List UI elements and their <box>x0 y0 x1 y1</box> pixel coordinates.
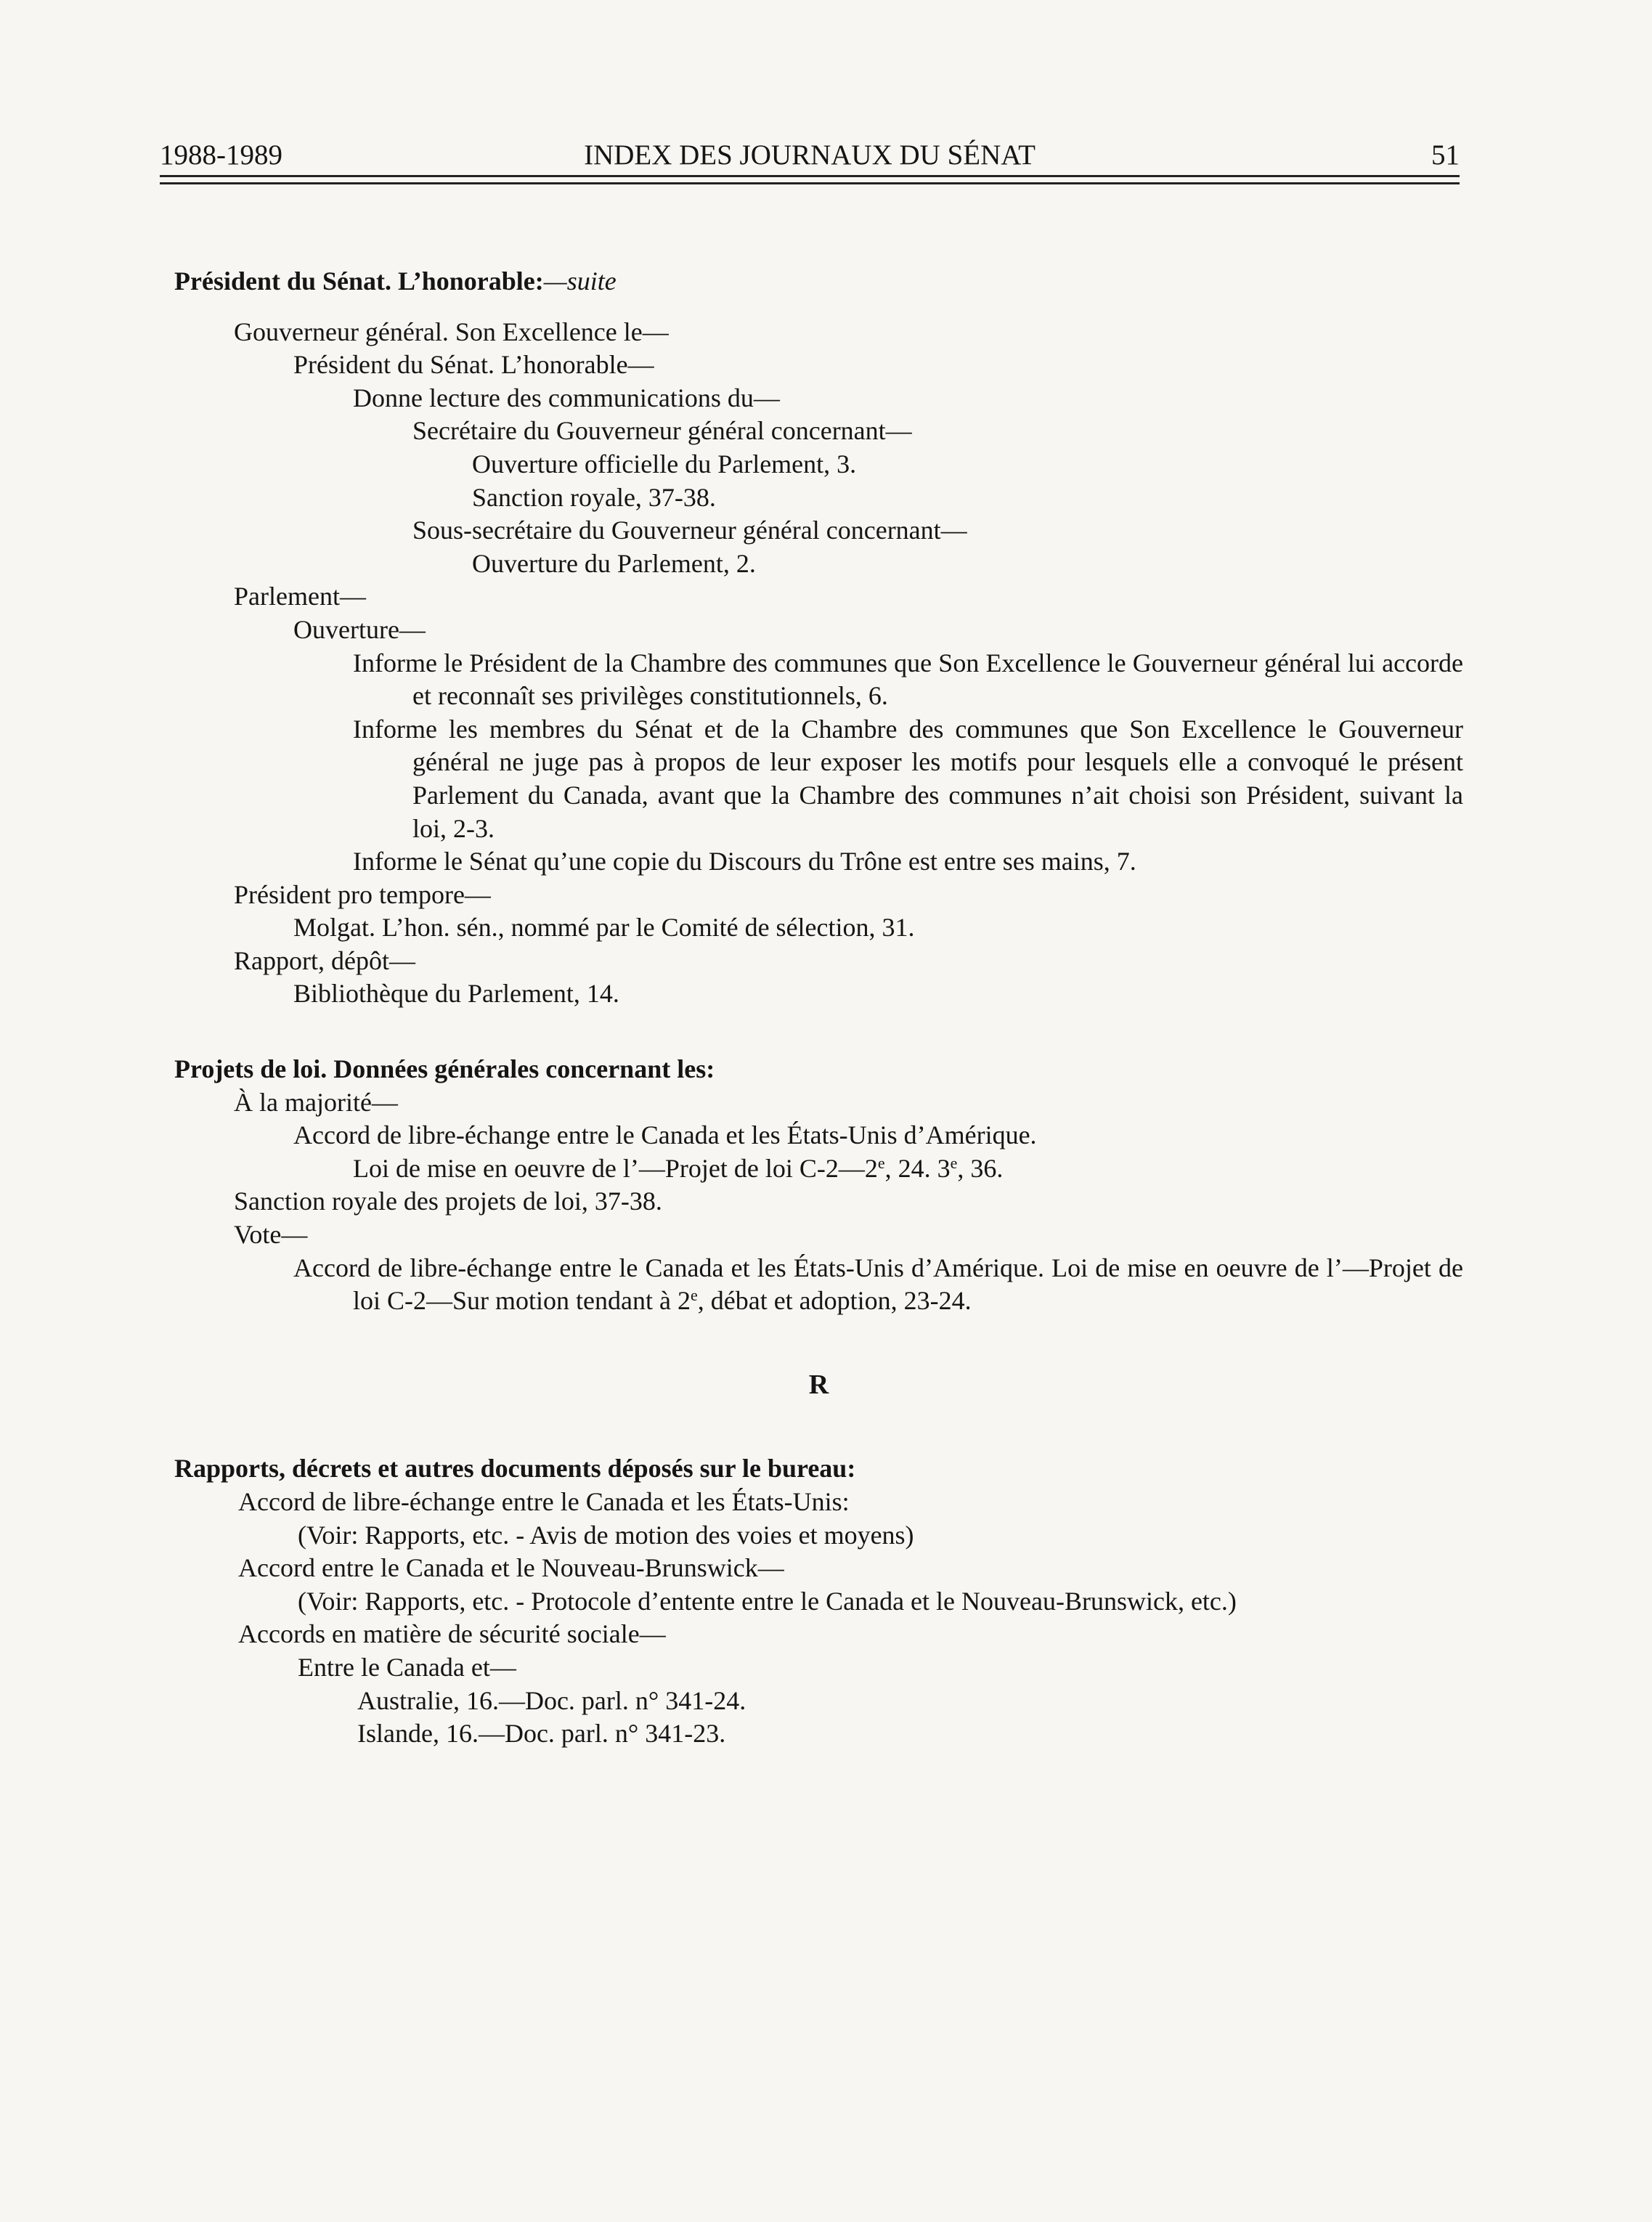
index-entry: Sous-secrétaire du Gouverneur général concernant— <box>412 516 967 545</box>
index-entry: À la majorité— <box>234 1087 398 1117</box>
index-entry: Ouverture— <box>293 614 426 644</box>
index-entry <box>174 1152 1463 1186</box>
index-entry: Accords en matière de sécurité sociale— <box>238 1619 666 1649</box>
index-entry: Secrétaire du Gouverneur général concernant— <box>412 416 912 446</box>
index-entry: Bibliothèque du Parlement, 14. <box>293 979 619 1009</box>
running-header <box>160 138 1460 173</box>
ordinal-superscript: e <box>950 1153 958 1172</box>
header-rule-top <box>160 175 1460 177</box>
entry-text: Accord de libre-échange entre le Canada et les États-Unis d’Amérique. Loi de mise en oeuvre de l’—Projet de loi C-2—Sur motion tendant à 2 <box>293 1253 1463 1316</box>
entry-text: , débat et adoption, 23-24. <box>697 1286 972 1316</box>
index-entry: Accord entre le Canada et le Nouveau-Brunswick— <box>238 1553 784 1583</box>
index-entry: Islande, 16.—Doc. parl. n° 341-23. <box>357 1719 726 1749</box>
ordinal-superscript: e <box>690 1286 698 1305</box>
index-entry: Accord de libre-échange entre le Canada et les États-Unis: <box>238 1487 850 1516</box>
index-entry: Australie, 16.—Doc. parl. n° 341-24. <box>357 1685 746 1715</box>
index-entry-paragraph: Informe le Président de la Chambre des communes que Son Excellence le Gouverneur général lui accorde et reconnaît ses privilèges constitutionnels, 6. <box>353 648 1463 711</box>
header-years: 1988-1989 <box>160 139 282 171</box>
header-title: INDEX DES JOURNAUX DU SÉNAT <box>584 139 1035 171</box>
index-entry: Accord de libre-échange entre le Canada et les États-Unis d’Amérique. <box>293 1120 1037 1150</box>
index-entry: Sanction royale des projets de loi, 37-38. <box>234 1187 662 1216</box>
index-entry: (Voir: Rapports, etc. - Protocole d’entente entre le Canada et le Nouveau-Brunswick, etc.) <box>298 1586 1237 1616</box>
section-heading-president <box>174 265 1463 298</box>
index-entry: Vote— <box>234 1220 308 1250</box>
index-content <box>174 265 1463 1751</box>
entry-text: , 24. 3 <box>884 1153 951 1183</box>
index-entry: Ouverture du Parlement, 2. <box>472 548 756 578</box>
index-entry: Ouverture officielle du Parlement, 3. <box>472 449 857 479</box>
index-entry: Président du Sénat. L’honorable— <box>293 350 654 380</box>
ordinal-superscript: e <box>877 1153 885 1172</box>
index-entry: Rapport, dépôt— <box>234 945 415 975</box>
index-entry: Entre le Canada et— <box>298 1652 516 1682</box>
index-entry: Sanction royale, 37-38. <box>472 482 716 512</box>
index-entry: Gouverneur général. Son Excellence le— <box>234 317 669 346</box>
index-entry: (Voir: Rapports, etc. - Avis de motion des voies et moyens) <box>298 1520 914 1550</box>
index-entry: Donne lecture des communications du— <box>353 383 780 412</box>
heading-suffix: —suite <box>543 266 617 296</box>
header-rule-bottom <box>160 182 1460 184</box>
section-letter: R <box>808 1369 829 1400</box>
index-entry-paragraph: Informe les membres du Sénat et de la Chambre des communes que Son Excellence le Gouverneur général ne juge pas à propos de leur exposer les motifs pour lesquels elle a convoqué le présent Parlement du Canada, avant que la Chambre des communes n’ait choisi son Président, suivant la loi, 2-3. <box>353 714 1463 843</box>
index-entry: Informe le Sénat qu’une copie du Discours du Trône est entre ses mains, 7. <box>353 847 1136 876</box>
index-entry: Molgat. L’hon. sén., nommé par le Comité de sélection, 31. <box>293 913 915 943</box>
entry-text: , 36. <box>957 1153 1004 1183</box>
index-entry-paragraph <box>174 1252 1463 1318</box>
section-heading-rapports: Rapports, décrets et autres documents déposés sur le bureau: <box>174 1454 856 1484</box>
page-number: 51 <box>1431 139 1460 171</box>
section-heading-projets-de-loi: Projets de loi. Données générales concernant les: <box>174 1054 715 1084</box>
index-entry: Parlement— <box>234 582 366 611</box>
entry-text: Loi de mise en oeuvre de l’—Projet de loi C-2—2 <box>353 1153 878 1183</box>
index-entry: Président pro tempore— <box>234 879 491 909</box>
heading-text: Président du Sénat. L’honorable: <box>174 266 544 296</box>
